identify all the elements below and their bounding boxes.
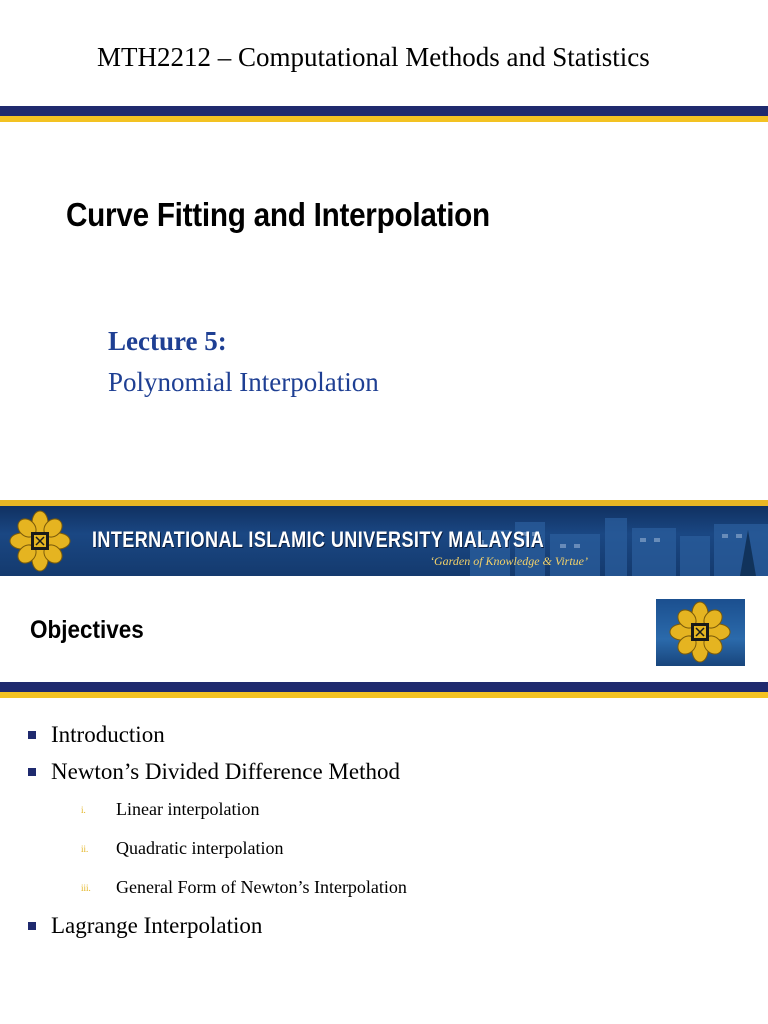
sub-item-text: Quadratic interpolation [116, 838, 284, 858]
university-name: INTERNATIONAL ISLAMIC UNIVERSITY MALAYSIA [92, 527, 545, 552]
lecture-topic: Polynomial Interpolation [108, 367, 379, 397]
banner-gold-edge [0, 500, 768, 506]
slide-title: Curve Fitting and Interpolation [66, 196, 490, 233]
iium-crest-icon [8, 510, 72, 572]
roman-numeral: ii. [81, 843, 89, 854]
objectives-stripe-gold [0, 692, 768, 698]
square-bullet-icon [28, 768, 36, 776]
objective-text: Introduction [51, 721, 165, 747]
objectives-title: Objectives [30, 616, 144, 644]
sub-list-item [28, 790, 728, 829]
list-item [28, 716, 728, 753]
header-stripe-navy [0, 106, 768, 116]
university-banner [0, 500, 768, 576]
list-item [28, 753, 728, 907]
sub-list-item [28, 829, 728, 868]
university-motto: ‘Garden of Knowledge & Virtue’ [430, 554, 588, 568]
sub-list-item [28, 868, 728, 907]
sub-list [28, 790, 728, 907]
roman-numeral: i. [81, 804, 86, 815]
objectives-list [28, 716, 728, 944]
square-bullet-icon [28, 922, 36, 930]
sub-item-text: Linear interpolation [116, 799, 260, 819]
list-item [28, 907, 728, 944]
objectives-slide [0, 576, 768, 1024]
course-title: MTH2212 – Computational Methods and Statistics [97, 42, 650, 72]
objective-text: Newton’s Divided Difference Method [51, 758, 400, 784]
sub-item-text: General Form of Newton’s Interpolation [116, 877, 407, 897]
roman-numeral: iii. [81, 882, 91, 893]
iium-crest-icon [668, 601, 732, 663]
header-stripe [0, 106, 768, 122]
corner-logo [656, 599, 745, 666]
objectives-stripe-navy [0, 682, 768, 692]
header-stripe-gold [0, 116, 768, 122]
lecture-label: Lecture 5: [108, 326, 227, 356]
square-bullet-icon [28, 731, 36, 739]
objectives-stripe [0, 682, 768, 698]
objective-text: Lagrange Interpolation [51, 912, 263, 938]
